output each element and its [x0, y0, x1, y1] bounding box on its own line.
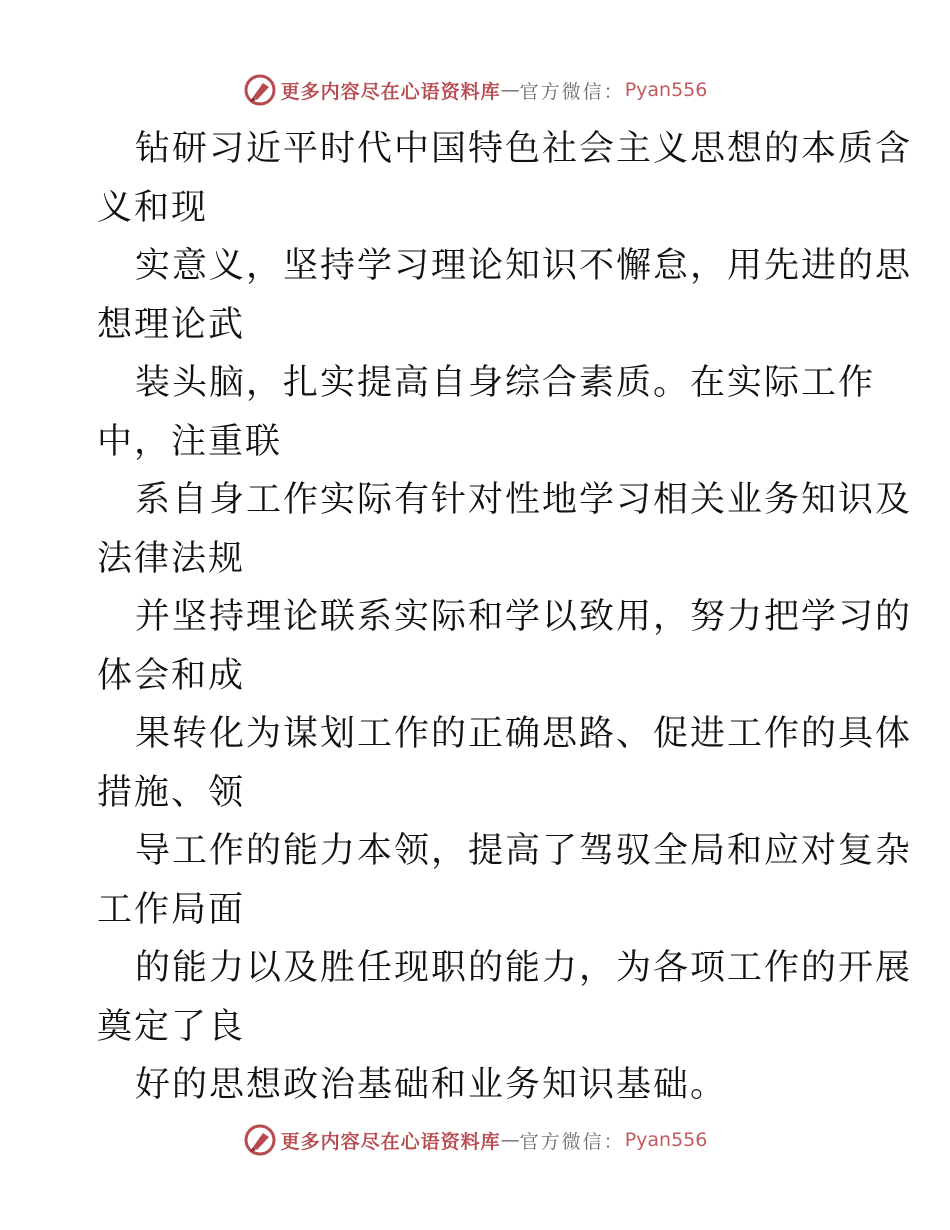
watermark-official-label: 官方微信： — [519, 80, 625, 103]
watermark-brand: 更多内容尽在心语资料库 — [280, 80, 501, 103]
document-body — [97, 120, 913, 1115]
text-line: 措施、领 — [97, 772, 246, 813]
text-line: 导工作的能力本领，提高了驾驭全局和应对复杂 — [135, 831, 913, 871]
text-line: 钻研习近平时代中国特色社会主义思想的本质含 — [135, 129, 913, 169]
text-line: 装头脑，扎实提高自身综合素质。在实际工作 — [135, 363, 876, 403]
text-line: 想理论武 — [97, 304, 246, 345]
watermark-brand: 更多内容尽在心语资料库 — [280, 1130, 501, 1153]
text-line: 果转化为谋划工作的正确思路、促进工作的具体 — [135, 714, 913, 754]
pen-nib-logo-icon — [243, 73, 277, 107]
text-line: 中，注重联 — [97, 421, 283, 462]
text-line: 并坚持理论联系实际和学以致用，努力把学习的 — [135, 597, 913, 637]
text-line: 奠定了良 — [97, 1006, 246, 1047]
watermark-separator: — — [500, 79, 520, 101]
text-line: 实意义，坚持学习理论知识不懈怠，用先进的思 — [135, 246, 913, 286]
text-line: 法律法规 — [97, 538, 246, 579]
text-line: 好的思想政治基础和业务知识基础。 — [135, 1065, 728, 1105]
pen-nib-logo-icon — [243, 1123, 277, 1157]
text-line: 义和现 — [97, 187, 209, 228]
text-line: 系自身工作实际有针对性地学习相关业务知识及 — [135, 480, 913, 520]
text-line: 体会和成 — [97, 655, 246, 696]
watermark-wechat-id: Pyan556 — [624, 1129, 708, 1151]
watermark-wechat-id: Pyan556 — [624, 79, 708, 101]
watermark-official-label: 官方微信： — [519, 1130, 625, 1153]
text-line: 工作局面 — [97, 889, 246, 930]
text-line: 的能力以及胜任现职的能力，为各项工作的开展 — [135, 948, 913, 988]
watermark-separator: — — [500, 1129, 520, 1151]
footer-watermark — [0, 1122, 950, 1158]
header-watermark — [0, 72, 950, 108]
